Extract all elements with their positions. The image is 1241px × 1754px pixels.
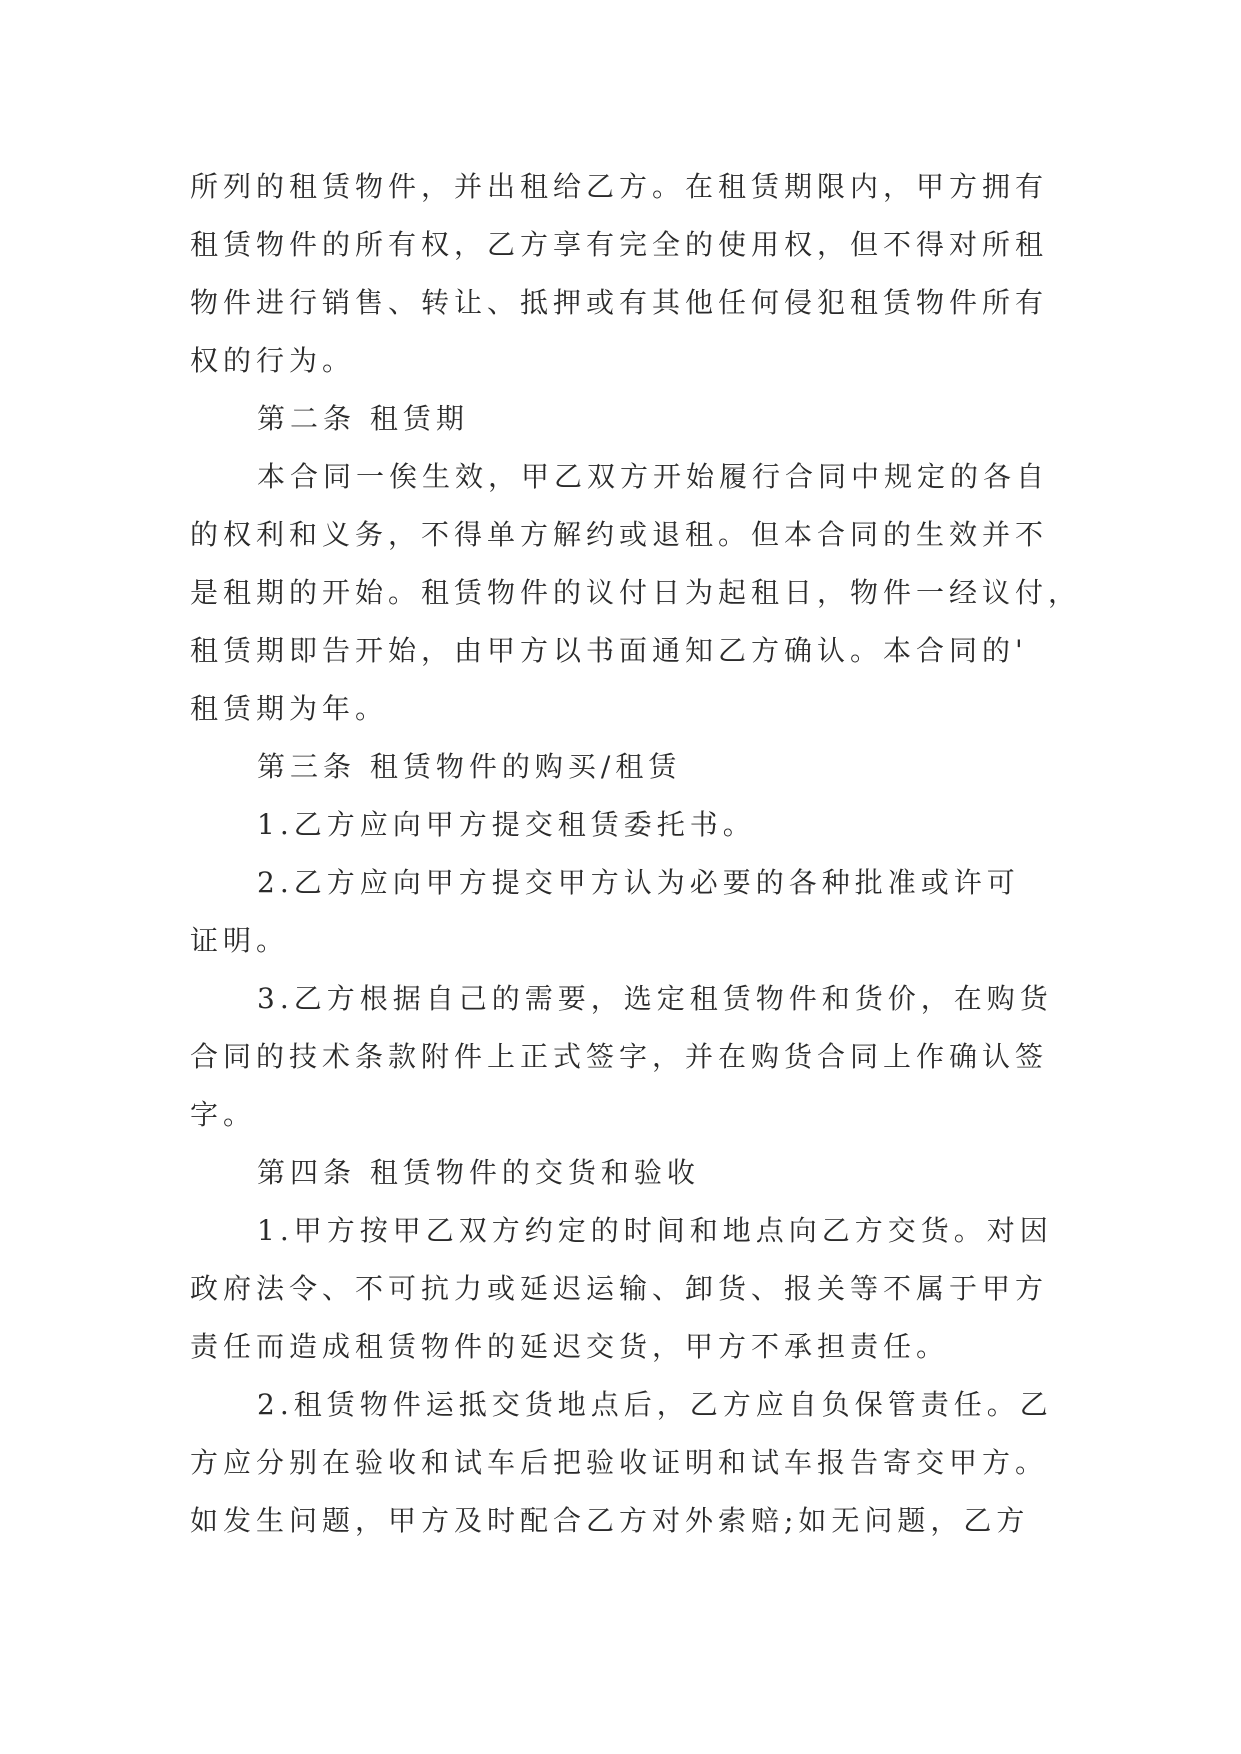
text-line: 证明。 (190, 924, 290, 957)
list-item: 1.甲方按甲乙双方约定的时间和地点向乙方交货。对因 (257, 1214, 1053, 1247)
list-item: 2.租赁物件运抵交货地点后，乙方应自负保管责任。乙 (257, 1388, 1053, 1421)
text-line: 租赁期即告开始，由甲方以书面通知乙方确认。本合同的' (190, 634, 1028, 667)
text-line: 政府法令、不可抗力或延迟运输、卸货、报关等不属于甲方 (190, 1272, 1049, 1305)
section-heading: 第三条 租赁物件的购买/租赁 (257, 750, 682, 783)
text-line: 的权利和义务，不得单方解约或退租。但本合同的生效并不 (190, 518, 1049, 551)
text-line: 权的行为。 (190, 344, 356, 377)
text-line: 本合同一俟生效，甲乙双方开始履行合同中规定的各自 (257, 460, 1050, 493)
list-item: 3.乙方根据自己的需要，选定租赁物件和货价，在购货 (257, 982, 1053, 1015)
section-heading: 第二条 租赁期 (257, 402, 469, 435)
section-heading: 第四条 租赁物件的交货和验收 (257, 1156, 700, 1189)
text-line: 责任而造成租赁物件的延迟交货，甲方不承担责任。 (190, 1330, 950, 1363)
list-item: 2.乙方应向甲方提交甲方认为必要的各种批准或许可 (257, 866, 1020, 899)
text-line: 合同的技术条款附件上正式签字，并在购货合同上作确认签 (190, 1040, 1049, 1073)
text-line: 物件进行销售、转让、抵押或有其他任何侵犯租赁物件所有 (190, 286, 1049, 319)
text-line: 字。 (190, 1098, 257, 1131)
text-line: 租赁期为年。 (190, 692, 389, 725)
text-line: 是租期的开始。租赁物件的议付日为起租日，物件一经议付， (190, 576, 1082, 609)
text-line: 租赁物件的所有权，乙方享有完全的使用权，但不得对所租 (190, 228, 1049, 261)
contract-body (190, 158, 1090, 1550)
text-line: 方应分别在验收和试车后把验收证明和试车报告寄交甲方。 (190, 1446, 1049, 1479)
text-line: 所列的租赁物件，并出租给乙方。在租赁期限内，甲方拥有 (190, 170, 1049, 203)
list-item: 1.乙方应向甲方提交租赁委托书。 (257, 808, 756, 841)
text-line: 如发生问题，甲方及时配合乙方对外索赔;如无问题，乙方 (190, 1504, 1030, 1537)
